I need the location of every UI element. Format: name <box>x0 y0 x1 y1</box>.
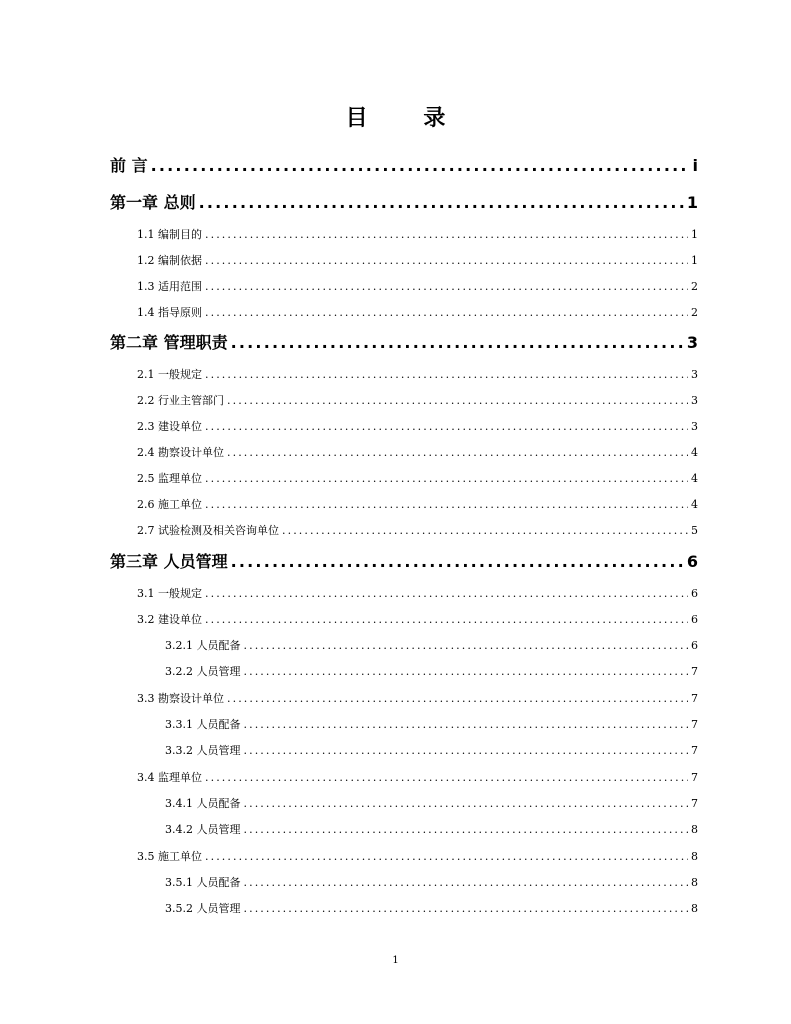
dot-leader <box>244 901 689 917</box>
toc-entry-3-5[interactable] <box>137 849 698 865</box>
toc-entry-page: 6 <box>691 587 698 600</box>
toc-entry-label: 前 言 <box>110 156 148 175</box>
dot-leader <box>205 227 688 243</box>
toc-entry-3-2-1[interactable] <box>165 638 698 654</box>
dot-leader <box>205 770 688 786</box>
toc-entry-label: 1.1 编制目的 <box>137 228 202 241</box>
toc-entry-page: 3 <box>691 394 698 407</box>
toc-entry-page: 8 <box>691 876 698 889</box>
dot-leader <box>227 691 688 707</box>
toc-entry-page: 7 <box>691 797 698 810</box>
toc-entry-page: 8 <box>691 850 698 863</box>
toc-entry-page: 1 <box>686 193 698 212</box>
dot-leader <box>205 305 688 321</box>
toc-entry-2-4[interactable] <box>137 445 698 461</box>
toc-entry-page: 7 <box>691 692 698 705</box>
toc-entry-label: 3.1 一般规定 <box>137 587 202 600</box>
toc-entry-page: 4 <box>691 472 698 485</box>
toc-entry-label: 1.2 编制依据 <box>137 254 202 267</box>
dot-leader <box>205 849 688 865</box>
toc-entry-3-3-1[interactable] <box>165 717 698 733</box>
dot-leader <box>244 664 689 680</box>
toc-entry-2-7[interactable] <box>137 523 698 539</box>
toc-entry-label: 3.4.1 人员配备 <box>165 797 241 810</box>
dot-leader <box>227 393 688 409</box>
toc-entry-3-4-1[interactable] <box>165 796 698 812</box>
dot-leader <box>199 193 684 213</box>
toc-entry-1-3[interactable] <box>137 279 698 295</box>
toc-entry-preface[interactable] <box>110 156 698 176</box>
toc-entry-page: 3 <box>686 333 698 352</box>
dot-leader <box>205 586 688 602</box>
toc-entry-label: 2.6 施工单位 <box>137 498 202 511</box>
toc-entry-page: 7 <box>691 771 698 784</box>
dot-leader <box>231 333 684 353</box>
dot-leader <box>231 552 684 572</box>
toc-entry-page: 1 <box>691 228 698 241</box>
toc-entry-label: 第一章 总则 <box>110 193 196 212</box>
toc-entry-page: 4 <box>691 498 698 511</box>
toc-entry-3-4[interactable] <box>137 770 698 786</box>
toc-entry-label: 3.2 建设单位 <box>137 613 202 626</box>
dot-leader <box>244 743 689 759</box>
toc-entry-page: 6 <box>691 639 698 652</box>
dot-leader <box>205 419 688 435</box>
toc-entry-label: 2.2 行业主管部门 <box>137 394 224 407</box>
dot-leader <box>244 875 689 891</box>
toc-entry-page: 7 <box>691 665 698 678</box>
toc-entry-label: 2.5 监理单位 <box>137 472 202 485</box>
toc-entry-page: 4 <box>691 446 698 459</box>
dot-leader <box>244 717 689 733</box>
toc-entry-label: 2.4 勘察设计单位 <box>137 446 224 459</box>
toc-entry-page: 1 <box>691 254 698 267</box>
dot-leader <box>205 279 688 295</box>
toc-entry-label: 第二章 管理职责 <box>110 333 228 352</box>
toc-entry-page: 7 <box>691 718 698 731</box>
toc-entry-3-3-2[interactable] <box>165 743 698 759</box>
toc-entry-label: 第三章 人员管理 <box>110 552 228 571</box>
toc-entry-label: 3.3 勘察设计单位 <box>137 692 224 705</box>
toc-entry-2-2[interactable] <box>137 393 698 409</box>
toc-entry-page: 5 <box>691 524 698 537</box>
toc-entry-label: 3.3.1 人员配备 <box>165 718 241 731</box>
toc-entry-3-5-2[interactable] <box>165 901 698 917</box>
dot-leader <box>205 471 688 487</box>
toc-entry-label: 1.3 适用范围 <box>137 280 202 293</box>
dot-leader <box>151 156 690 176</box>
toc-entry-2-1[interactable] <box>137 367 698 383</box>
page-number: 1 <box>392 955 399 966</box>
toc-entry-label: 3.5.2 人员管理 <box>165 902 241 915</box>
toc-entry-page: 7 <box>691 744 698 757</box>
toc-entry-page: 6 <box>691 613 698 626</box>
toc-entry-chapter-3[interactable] <box>110 552 698 572</box>
toc-entry-label: 3.4 监理单位 <box>137 771 202 784</box>
toc-entry-3-1[interactable] <box>137 586 698 602</box>
toc-entry-2-5[interactable] <box>137 471 698 487</box>
toc-entry-3-3[interactable] <box>137 691 698 707</box>
toc-entry-2-3[interactable] <box>137 419 698 435</box>
toc-entry-page: 8 <box>691 902 698 915</box>
toc-entry-page: 8 <box>691 823 698 836</box>
toc-entry-chapter-2[interactable] <box>110 333 698 353</box>
toc-entry-page: 2 <box>691 280 698 293</box>
toc-entry-1-4[interactable] <box>137 305 698 321</box>
toc-entry-3-2-2[interactable] <box>165 664 698 680</box>
toc-entry-page: 3 <box>691 368 698 381</box>
toc-entry-3-2[interactable] <box>137 612 698 628</box>
toc-entry-label: 3.3.2 人员管理 <box>165 744 241 757</box>
toc-entry-3-5-1[interactable] <box>165 875 698 891</box>
dot-leader <box>205 367 688 383</box>
toc-entry-label: 1.4 指导原则 <box>137 306 202 319</box>
toc-entry-chapter-1[interactable] <box>110 193 698 213</box>
toc-entry-label: 3.4.2 人员管理 <box>165 823 241 836</box>
toc-entry-2-6[interactable] <box>137 497 698 513</box>
dot-leader <box>244 638 689 654</box>
dot-leader <box>205 612 688 628</box>
toc-entry-label: 2.1 一般规定 <box>137 368 202 381</box>
dot-leader <box>244 822 689 838</box>
toc-entry-page: i <box>692 156 698 175</box>
toc-entry-label: 3.2.2 人员管理 <box>165 665 241 678</box>
toc-entry-3-4-2[interactable] <box>165 822 698 838</box>
toc-entry-page: 3 <box>691 420 698 433</box>
dot-leader <box>282 523 688 539</box>
toc-entry-page: 2 <box>691 306 698 319</box>
toc-title: 目 录 <box>345 106 470 131</box>
dot-leader <box>205 497 688 513</box>
toc-entry-label: 3.5.1 人员配备 <box>165 876 241 889</box>
dot-leader <box>244 796 689 812</box>
dot-leader <box>205 253 688 269</box>
toc-entry-label: 2.3 建设单位 <box>137 420 202 433</box>
toc-entry-label: 3.2.1 人员配备 <box>165 639 241 652</box>
dot-leader <box>227 445 688 461</box>
toc-entry-page: 6 <box>686 552 698 571</box>
toc-entry-label: 2.7 试验检测及相关咨询单位 <box>137 524 279 537</box>
toc-entry-1-2[interactable] <box>137 253 698 269</box>
toc-entry-1-1[interactable] <box>137 227 698 243</box>
toc-entry-label: 3.5 施工单位 <box>137 850 202 863</box>
